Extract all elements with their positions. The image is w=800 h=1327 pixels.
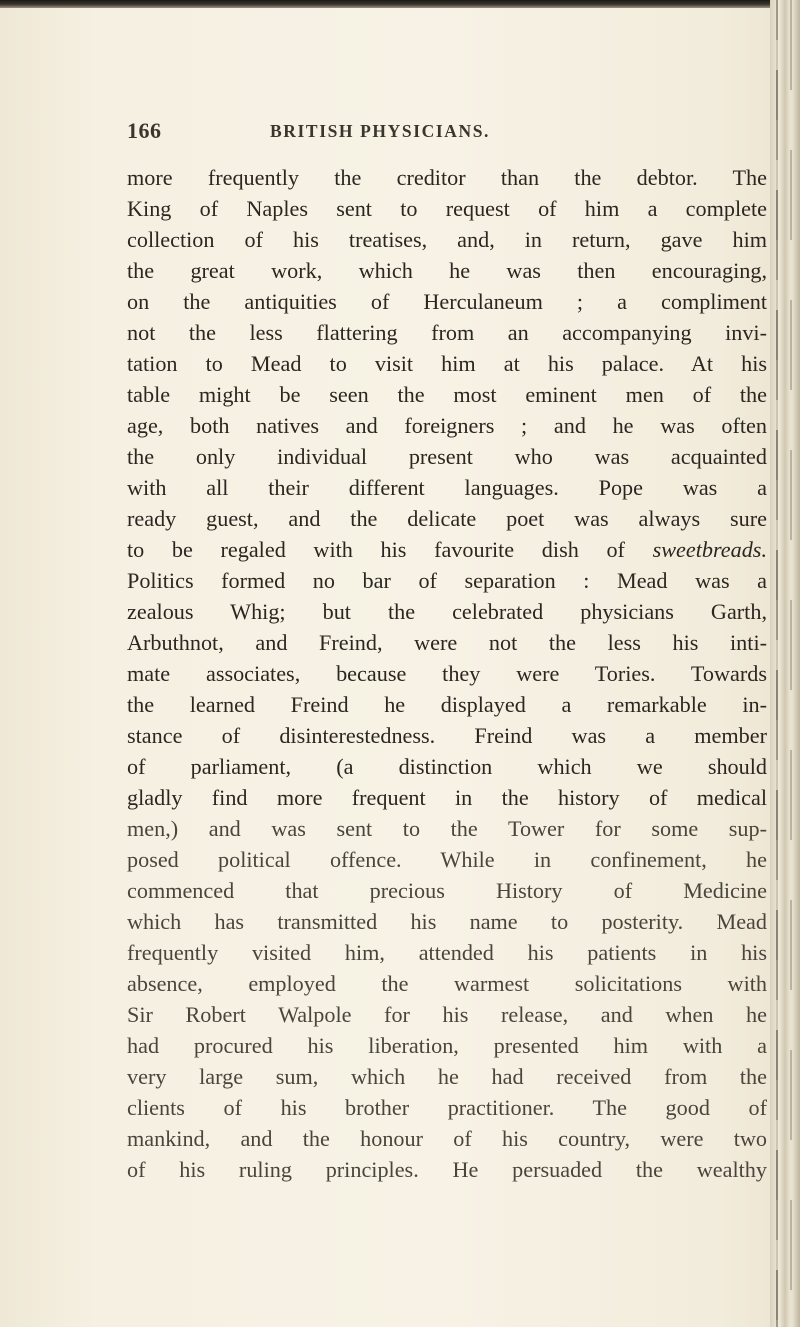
running-head: BRITISH PHYSICIANS. xyxy=(270,121,491,141)
italic-word-sweetbreads: sweetbreads. xyxy=(652,537,767,562)
text-line: frequently visited him, attended his patients in his xyxy=(127,940,767,965)
text-line: Arbuthnot, and Freind, were not the less his inti- xyxy=(127,630,767,655)
text-line: Sir Robert Walpole for his release, and when he xyxy=(127,1002,767,1027)
text-line: which has transmitted his name to posterity. Mead xyxy=(127,909,767,934)
text-line: the only individual present who was acquainted xyxy=(127,444,767,469)
text-line: gladly find more frequent in the history of medical xyxy=(127,785,767,810)
text-line: mate associates, because they were Tories. Towards xyxy=(127,661,767,686)
page-top-edge xyxy=(0,0,800,8)
text-line: not the less flattering from an accompanying invi- xyxy=(127,320,767,345)
text-line: zealous Whig; but the celebrated physicians Garth, xyxy=(127,599,767,624)
text-line: commenced that precious History of Medicine xyxy=(127,878,767,903)
text-line: ready guest, and the delicate poet was always sure xyxy=(127,506,767,531)
body-text xyxy=(127,162,767,1185)
text-line: clients of his brother practitioner. The good of xyxy=(127,1095,767,1120)
text-line-start: to be regaled with his favourite dish of xyxy=(127,537,653,562)
page-fore-edge xyxy=(770,0,800,1327)
text-line: of parliament, (a distinction which we should xyxy=(127,754,767,779)
text-line: posed political offence. While in confinement, he xyxy=(127,847,767,872)
text-line: had procured his liberation, presented him with a xyxy=(127,1033,767,1058)
text-line-with-italic xyxy=(127,534,767,565)
text-line: the learned Freind he displayed a remarkable in- xyxy=(127,692,767,717)
text-line: table might be seen the most eminent men of the xyxy=(127,382,767,407)
text-line: tation to Mead to visit him at his palace. At his xyxy=(127,351,767,376)
text-line: stance of disinterestedness. Freind was a member xyxy=(127,723,767,748)
text-line: absence, employed the warmest solicitations with xyxy=(127,971,767,996)
page-number: 166 xyxy=(127,118,162,143)
text-line: collection of his treatises, and, in return, gave him xyxy=(127,227,767,252)
text-line: mankind, and the honour of his country, were two xyxy=(127,1126,767,1151)
page-header xyxy=(127,118,767,146)
text-line: King of Naples sent to request of him a complete xyxy=(127,196,767,221)
text-line: more frequently the creditor than the debtor. The xyxy=(127,165,767,190)
text-line: with all their different languages. Pope was a xyxy=(127,475,767,500)
text-line: very large sum, which he had received from the xyxy=(127,1064,767,1089)
text-line: on the antiquities of Herculaneum ; a compliment xyxy=(127,289,767,314)
text-line: age, both natives and foreigners ; and he was often xyxy=(127,413,767,438)
text-line: the great work, which he was then encouraging, xyxy=(127,258,767,283)
text-line: Politics formed no bar of separation : Mead was a xyxy=(127,568,767,593)
text-line: of his ruling principles. He persuaded the wealthy xyxy=(127,1157,767,1182)
text-line: men,) and was sent to the Tower for some sup- xyxy=(127,816,767,841)
